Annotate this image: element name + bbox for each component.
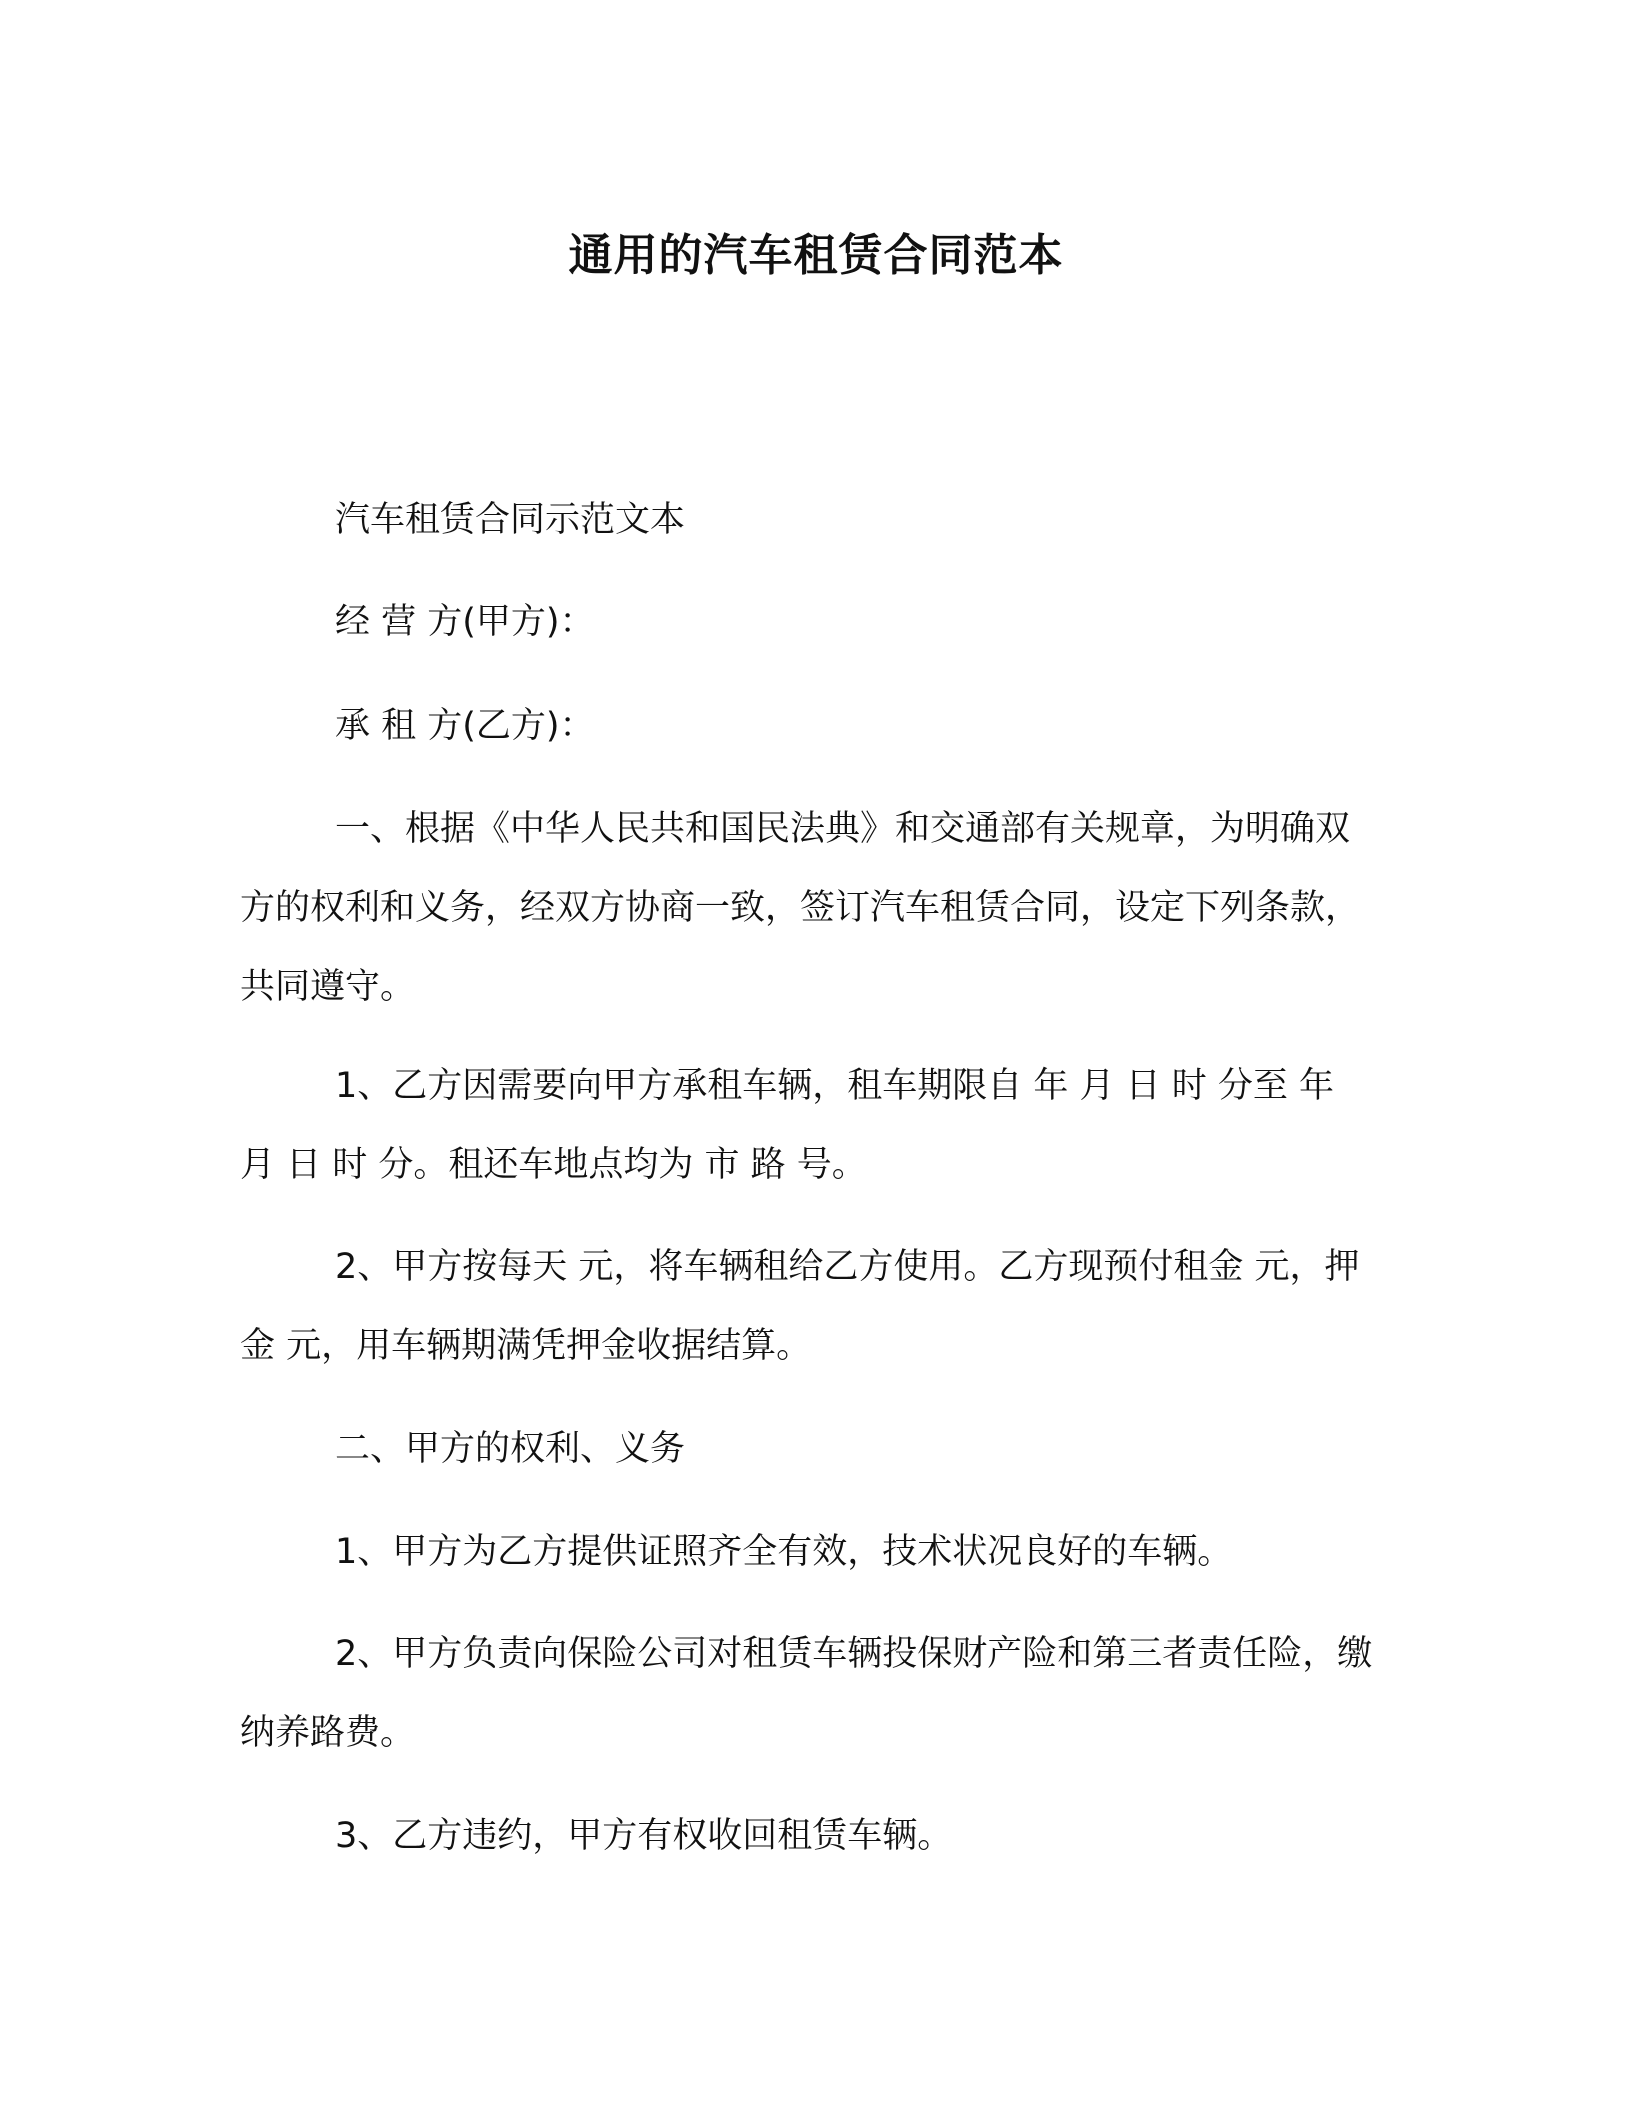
clause-1-item-1: 1、乙方因需要向甲方承租车辆，租车期限自 年 月 日 时 分至 年 月 日 时 分。租还车地点均为 市 路 号。 xyxy=(240,1066,1335,1185)
section-2-item-2: 2、甲方负责向保险公司对租赁车辆投保财产险和第三者责任险，缴纳养路费。 xyxy=(240,1634,1373,1753)
party-b-line: 承 租 方(乙方)： xyxy=(335,706,595,746)
clause-1-paragraph: 一、根据《中华人民共和国民法典》和交通部有关规章，为明确双方的权利和义务，经双方协商一致，签订汽车租赁合同，设定下列条款，共同遵守。 xyxy=(240,809,1361,1007)
subtitle-paragraph: 汽车租赁合同示范文本 xyxy=(335,500,686,540)
party-a-line: 经 营 方(甲方)： xyxy=(335,602,595,642)
clause-1-item-2: 2、甲方按每天 元，将车辆租给乙方使用。乙方现预付租金 元，押金 元，用车辆期满凭押金收据结算。 xyxy=(240,1247,1360,1366)
section-2-heading: 二、甲方的权利、义务 xyxy=(335,1429,686,1469)
document-title: 通用的汽车租赁合同范本 xyxy=(568,230,1064,281)
section-2-item-3: 3、乙方违约，甲方有权收回租赁车辆。 xyxy=(335,1816,953,1856)
section-2-item-1: 1、甲方为乙方提供证照齐全有效，技术状况良好的车辆。 xyxy=(335,1532,1233,1572)
